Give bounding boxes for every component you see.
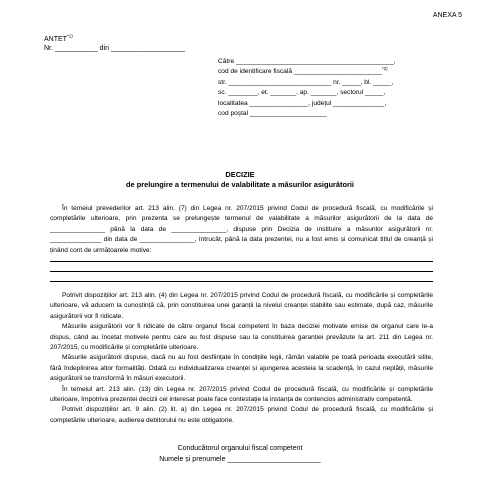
signature-title: Conducătorul organului fiscal competent xyxy=(177,445,303,452)
reasons-line-3 xyxy=(50,281,433,282)
paragraph-validity: Măsurile asigurătorii dispuse, dacă nu au fost desființate în condițiile legii, rămân valabile pe toată perioada executării silite, fără îndeplinirea altor formalități. Odată cu individualizarea creanței și ajungerea acesteia la scadență, în cazul neplății, măsurile asigurătorii se transformă în măsuri executorii. xyxy=(50,354,433,383)
document-title: DECIZIE xyxy=(225,170,255,179)
recipient-footnote-mark: *2) xyxy=(381,66,388,72)
recipient-line-building: sc. ________, et. _______, ap. _______, sectorul _____, xyxy=(218,89,386,97)
paragraph-guarantee: Potrivit dispozițiilor art. 213 alin. (4) din Legea nr. 207/2015 privind Codul de procedură fiscală, cu modificările și completările ulterioare, vă aducem la cunoștință că, prin constituirea unei garanții la nivelul creanței stabilite sau estimate, după caz, măsurile asigurătorii vor fi ridicate. xyxy=(50,292,433,320)
antet-footnote-mark: *1) xyxy=(66,33,73,39)
signature-name-line: Numele și prenumele ________________________ xyxy=(159,456,321,463)
paragraph-lifting: Măsurile asigurătorii vor fi ridicate de către organul fiscal competent în baza deciziei motivate emise de organul care le-a dispus, când au încetat motivele pentru care au fost dispuse sau la constituirea garanției prevăzute la art. 211 din Legea nr. 207/2015, cu modificările și completările ulterioare. xyxy=(50,323,433,352)
recipient-line-to: Către ___________________________________________, xyxy=(218,58,396,65)
document-subtitle: de prelungire a termenului de valabilitate a măsurilor asigurătorii xyxy=(126,180,354,189)
recipient-tax-code-text: cod de identificare fiscală ________________________ xyxy=(218,68,382,76)
recipient-block xyxy=(218,57,468,119)
antet-label: ANTET xyxy=(44,36,67,43)
reasons-line-1 xyxy=(50,261,433,262)
recipient-line-street: str. ____________________________ nr. _____, bl. _____, xyxy=(218,78,394,86)
paragraph-appeal: În temeiul art. 213 alin. (13) din Legea nr. 207/2015 privind Codul de procedură fiscală, cu modificările și completările ulterioare, împotriva prezentei decizii cel interesat poate face contestație la instanța de contencios administrativ competentă. xyxy=(50,385,433,404)
paragraph-text: În temeiul prevederilor art. 213 alin. (7) din Legea nr. 207/2015 privind Codul de procedură fiscală, cu modificările și completările ulterioare, prin prezenta se prelungește termenul de valabilitate a măsurilor asigurătorii de la data de _______________ până la data de _______________, dispuse prin Decizia de instituire a măsurilor asigurătorii nr. ______________ din data de _______________, întrucât, până la data prezentei, nu a fost emis și comunicat titlul de creanță și ținând cont de următoarele motive: xyxy=(50,205,433,254)
recipient-line-tax-code xyxy=(218,67,468,77)
annex-label: ANEXA 5 xyxy=(432,12,462,19)
paragraphs-block xyxy=(50,291,433,426)
document-number-line: Nr. ___________ din ___________________ xyxy=(44,45,185,52)
recipient-line-locality: localitatea ________________, județul ______________, xyxy=(218,99,387,107)
recipient-line-postal-code: cod poștal _____________________ xyxy=(218,110,327,118)
reasons-line-2 xyxy=(50,271,433,272)
paragraph-legal-basis xyxy=(50,204,433,256)
antet-line xyxy=(44,35,185,44)
header-block xyxy=(44,35,185,53)
paragraph-hearing: Potrivit dispozițiilor art. 9 alin. (2) lit. a) din Legea nr. 207/2015 privind Codul de procedură fiscală, cu modificările și completările ulterioare, audierea debitorului nu este obligatorie. xyxy=(50,406,433,424)
